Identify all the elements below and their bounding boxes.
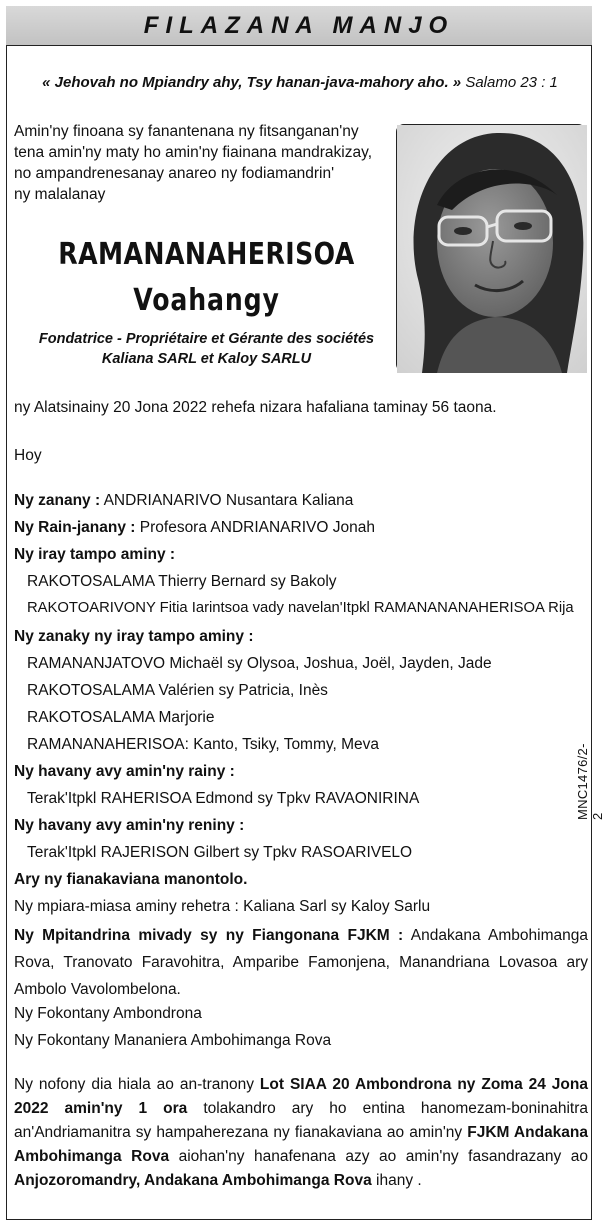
deceased-surname: RAMANANAHERISOA bbox=[58, 237, 355, 272]
family-entry: RAMANANAHERISOA: Kanto, Tsiky, Tommy, Meva bbox=[27, 736, 379, 753]
family-label: Ny havany avy amin'ny reniny : bbox=[14, 817, 245, 834]
family-entry: Terak'Itpkl RAHERISOA Edmond sy Tpkv RAVAONIRINA bbox=[27, 790, 420, 807]
hoy-label: Hoy bbox=[14, 447, 42, 464]
fokontany-line: Ny Fokontany Mananiera Ambohimanga Rova bbox=[14, 1032, 332, 1049]
reference-code: MNC1476/2-2 bbox=[575, 743, 605, 820]
bible-verse bbox=[0, 74, 600, 91]
funeral-church: FJKM Andakana Ambohimanga Rova bbox=[14, 1124, 588, 1165]
family-children bbox=[14, 492, 590, 510]
church-paragraph bbox=[14, 922, 588, 1003]
intro-line: no ampandrenesanay anareo ny fodiamandrin' bbox=[14, 165, 335, 182]
funeral-paragraph: Ny nofony dia hiala ao an-tranony Lot SIAA 20 Ambondrona ny Zoma 24 Jona 2022 amin'ny 1 ora tolakandro ary ho entina hanomezam-boninahitra an'Andriamanitra sy hampaherezana ny fianakaviana ao amin'ny FJKM Andakana Ambohimanga Rova aiohan'ny hanafenana azy ao amin'ny fasandrazany ao Anjozoromandry, Andakana Ambohimanga Rova ihany . bbox=[14, 1076, 588, 1189]
intro-line: Amin'ny finoana sy fanantenana ny fitsanganan'ny bbox=[14, 123, 359, 140]
family-label: Ny havany avy amin'ny rainy : bbox=[14, 763, 235, 780]
family-entry: Terak'Itpkl RAJERISON Gilbert sy Tpkv RASOARIVELO bbox=[27, 844, 413, 861]
family-label: Ny zanaky ny iray tampo aminy : bbox=[14, 628, 254, 645]
family-label: Ny iray tampo aminy : bbox=[14, 546, 176, 563]
family-label: Ny Rain-janany : bbox=[14, 519, 136, 536]
role-line: Kaliana SARL et Kaloy SARLU bbox=[101, 351, 312, 367]
family-value: Profesora ANDRIANARIVO Jonah bbox=[139, 519, 375, 536]
deceased-firstname: Voahangy bbox=[133, 283, 280, 318]
portrait-photo bbox=[396, 124, 586, 372]
notice-title: FILAZANA MANJO bbox=[6, 6, 592, 46]
family-entry: RAKOTOSALAMA Marjorie bbox=[27, 709, 215, 726]
funeral-burial-place: Anjozoromandry, Andakana Ambohimanga Rova bbox=[14, 1172, 372, 1189]
family-entry: RAKOTOSALAMA Valérien sy Patricia, Inès bbox=[27, 682, 328, 699]
church-label: Ny Mpitandrina mivady sy ny Fiangonana FJKM : bbox=[14, 927, 404, 944]
fokontany-line: Ny Fokontany Ambondrona bbox=[14, 1005, 202, 1022]
intro-text bbox=[14, 121, 394, 205]
funeral-place-time: Lot SIAA 20 Ambondrona ny Zoma 24 Jona 2022 amin'ny 1 ora bbox=[14, 1076, 588, 1117]
role-line: Fondatrice - Propriétaire et Gérante des sociétés bbox=[38, 331, 375, 347]
family-entry: RAKOTOSALAMA Thierry Bernard sy Bakoly bbox=[27, 573, 337, 590]
portrait-image bbox=[397, 125, 587, 373]
verse-text: « Jehovah no Mpiandry ahy, Tsy hanan-java-mahory aho. » bbox=[42, 74, 462, 91]
family-colleagues: Ny mpiara-miasa aminy rehetra : Kaliana Sarl sy Kaloy Sarlu bbox=[14, 898, 431, 915]
family-entry: RAKOTOARIVONY Fitia Iarintsoa vady navelan'Itpkl RAMANANANAHERISOA Rija bbox=[27, 600, 574, 616]
family-father bbox=[14, 519, 590, 537]
death-announcement: ny Alatsinainy 20 Jona 2022 rehefa nizara hafaliana taminay 56 taona. bbox=[14, 399, 497, 416]
family-all: Ary ny fianakaviana manontolo. bbox=[14, 871, 248, 888]
church-text: Andakana Ambohimanga Rova, Tranovato Faravohitra, Amparibe Famonjena, Manandriana Lovasoa ary Ambolo Vavolombelona. bbox=[14, 927, 589, 998]
family-value: ANDRIANARIVO Nusantara Kaliana bbox=[103, 492, 354, 509]
intro-line: tena amin'ny maty ho amin'ny fiainana mandrakizay, bbox=[14, 144, 373, 161]
family-label: Ny zanany : bbox=[14, 492, 101, 509]
verse-ref: Salamo 23 : 1 bbox=[465, 74, 558, 91]
intro-line: ny malalanay bbox=[14, 186, 106, 203]
deceased-role bbox=[14, 329, 399, 369]
family-entry: RAMANANJATOVO Michaël sy Olysoa, Joshua, Joël, Jayden, Jade bbox=[27, 655, 492, 672]
